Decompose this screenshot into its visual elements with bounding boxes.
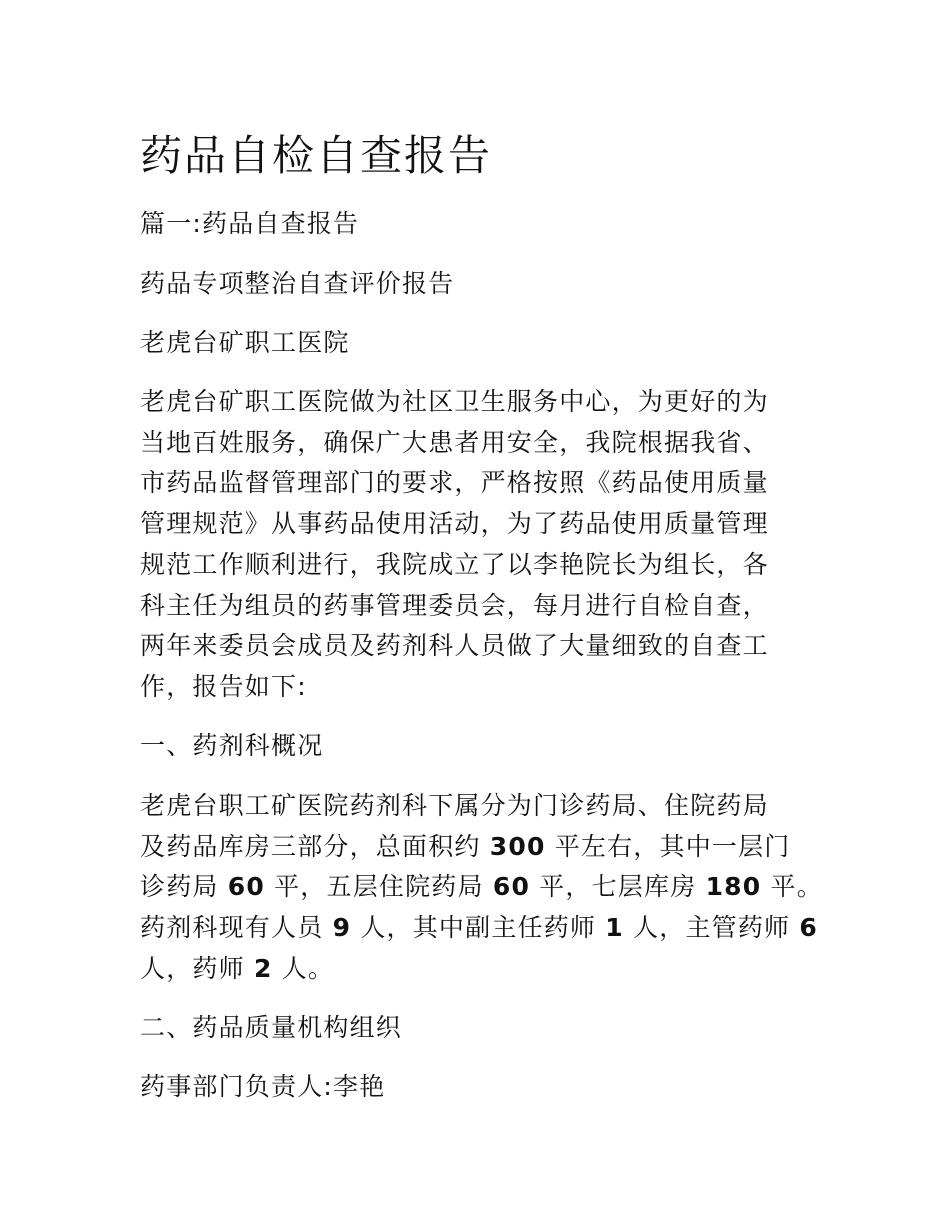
section-1-line: 老虎台职工矿医院药剂科下属分为门诊药局、住院药局 — [140, 791, 769, 820]
intro-line: 当地百姓服务，确保广大患者用安全，我院根据我省、 — [140, 427, 769, 457]
section-1-line: 诊药局 60 平，五层住院药局 60 平，七层库房 180 平。 — [140, 872, 823, 902]
director-line: 药事部门负责人:李艳 — [140, 1072, 386, 1101]
number-value: 180 — [705, 872, 762, 902]
section-1-line: 药剂科现有人员 9 人，其中副主任药师 1 人，主管药师 6 — [140, 913, 818, 943]
intro-line: 老虎台矿职工医院做为社区卫生服务中心，为更好的为 — [140, 387, 769, 416]
intro-paragraph — [140, 382, 830, 708]
number-value: 60 — [492, 872, 531, 902]
number-value: 2 — [253, 953, 273, 983]
intro-line: 市药品监督管理部门的要求，严格按照《药品使用质量 — [140, 468, 769, 498]
subtitle: 篇一:药品自查报告 — [140, 209, 360, 238]
number-value: 300 — [489, 831, 546, 861]
number-value: 9 — [332, 913, 352, 943]
section-1-paragraph — [140, 786, 830, 990]
report-name: 药品专项整治自查评价报告 — [140, 269, 455, 298]
section-1-heading: 一、药剂科概况 — [140, 731, 324, 760]
number-value: 1 — [605, 913, 624, 943]
section-1-line: 及药品库房三部分，总面积约 300 平左右，其中一层门 — [140, 831, 791, 861]
intro-line: 管理规范》从事药品使用活动，为了药品使用质量管理 — [140, 509, 769, 539]
number-value: 60 — [227, 872, 265, 902]
intro-line: 作，报告如下: — [140, 671, 307, 701]
document-title: 药品自检自查报告 — [140, 131, 493, 180]
intro-line: 两年来委员会成员及药剂科人员做了大量细致的自查工 — [140, 631, 769, 661]
number-value: 6 — [799, 913, 818, 943]
section-2-heading: 二、药品质量机构组织 — [140, 1013, 403, 1042]
hospital-name: 老虎台矿职工医院 — [140, 328, 350, 357]
intro-line: 规范工作顺利进行，我院成立了以李艳院长为组长，各 — [140, 549, 769, 579]
section-1-line: 人，药师 2 人。 — [140, 953, 335, 983]
intro-line: 科主任为组员的药事管理委员会，每月进行自检自查， — [140, 590, 769, 620]
